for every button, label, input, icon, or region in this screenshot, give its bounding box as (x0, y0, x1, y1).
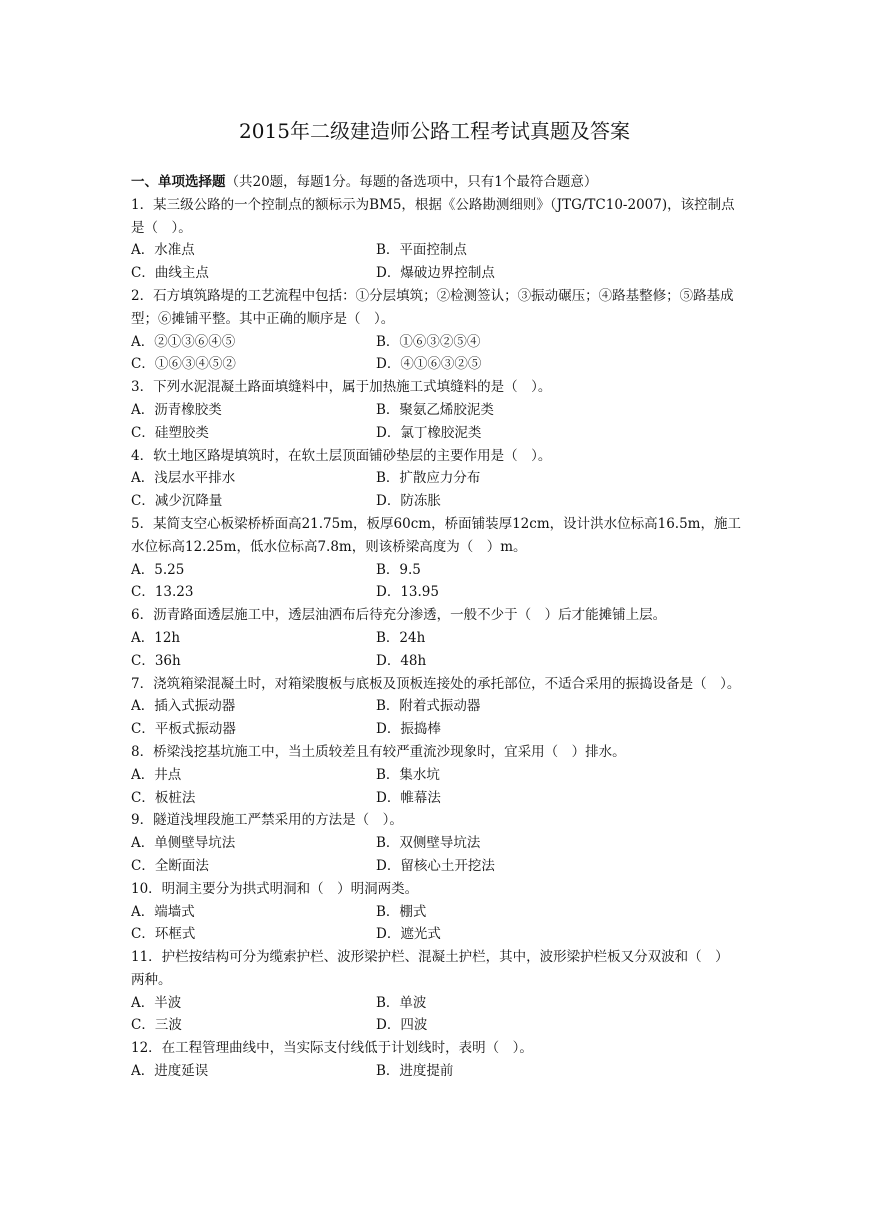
question-11-option-c: C．三波 (131, 1017, 182, 1034)
section-heading-line (131, 171, 741, 194)
question-4-options-row-2 (131, 490, 741, 513)
question-6-options-row-2 (131, 650, 741, 673)
question-1-option-d: D．爆破边界控制点 (376, 265, 495, 282)
question-8-option-b: B．集水坑 (376, 766, 440, 783)
question-5-option-c: C．13.23 (131, 584, 194, 601)
question-11-option-a: A．半波 (131, 994, 182, 1011)
question-7-option-a: A．插入式振动器 (131, 698, 236, 715)
question-2-options-row-1 (131, 331, 741, 354)
question-11-options-row-1 (131, 992, 741, 1015)
question-5-option-a: A．5.25 (131, 561, 185, 578)
question-7-option-b: B．附着式振动器 (376, 698, 481, 715)
question-list (131, 171, 741, 1083)
question-11-text: 11．护栏按结构可分为缆索护栏、波形梁护栏、混凝土护栏，其中，波形梁护栏板又分双波和（ ）两种。 (131, 949, 729, 988)
question-3-option-c: C．硅塑胶类 (131, 424, 209, 441)
question-2-option-a: A．②①③⑥④⑤ (131, 333, 236, 350)
question-10-option-d: D．遮光式 (376, 926, 441, 943)
question-9-text: 9．隧道浅埋段施工严禁采用的方法是（ ）。 (131, 812, 403, 829)
question-7-options-row-2 (131, 718, 741, 741)
question-8-option-d: D．帷幕法 (376, 789, 441, 806)
question-9-option-d: D．留核心土开挖法 (376, 857, 495, 874)
question-5-option-b: B．9.5 (376, 561, 421, 578)
question-7-option-c: C．平板式振动器 (131, 721, 236, 738)
section-note: （共20题，每题1分。每题的备选项中，只有1个最符合题意） (225, 174, 598, 190)
question-12-option-b: B．进度提前 (376, 1063, 454, 1080)
question-12-options-row-1 (131, 1060, 741, 1083)
question-10-options-row-1 (131, 901, 741, 924)
question-10-option-b: B．棚式 (376, 903, 427, 920)
question-8-options-row-2 (131, 787, 741, 810)
question-1-option-a: A．水准点 (131, 242, 195, 259)
question-9-option-a: A．单侧壁导坑法 (131, 835, 236, 852)
question-1-option-b: B．平面控制点 (376, 242, 467, 259)
question-3-options-row-1 (131, 399, 741, 422)
question-4-option-b: B．扩散应力分布 (376, 470, 481, 487)
question-9-option-c: C．全断面法 (131, 857, 209, 874)
question-10-option-c: C．环框式 (131, 926, 196, 943)
question-8-option-a: A．井点 (131, 766, 182, 783)
question-3-option-a: A．沥青橡胶类 (131, 401, 222, 418)
question-10-option-a: A．端墙式 (131, 903, 195, 920)
question-5-option-d: D．13.95 (376, 584, 439, 601)
question-12-text: 12．在工程管理曲线中，当实际支付线低于计划线时，表明（ ）。 (131, 1040, 533, 1057)
question-3-options-row-2 (131, 422, 741, 445)
question-3-option-b: B．聚氨乙烯胶泥类 (376, 401, 494, 418)
page-title: 2015年二级建造师公路工程考试真题及答案 (239, 119, 630, 143)
question-2-text: 2．石方填筑路堤的工艺流程中包括：①分层填筑；②检测签认；③振动碾压；④路基整修；⑤路基成型；⑥摊铺平整。其中正确的顺序是（ ）。 (131, 287, 734, 327)
question-6-options-row-1 (131, 627, 741, 650)
question-7-option-d: D．振捣棒 (376, 721, 441, 738)
question-1-options-row-2 (131, 262, 741, 285)
question-11-options-row-2 (131, 1014, 741, 1037)
question-6-option-a: A．12h (131, 629, 181, 646)
question-8-text: 8．桥梁浅挖基坑施工中，当土质较差且有较严重流沙现象时，宜采用（ ）排水。 (131, 743, 626, 760)
question-8-options-row-1 (131, 764, 741, 787)
question-4-option-d: D．防冻胀 (376, 493, 441, 510)
question-9-option-b: B．双侧壁导坑法 (376, 835, 481, 852)
section-heading: 一、单项选择题 (131, 174, 226, 190)
question-2-option-b: B．①⑥③②⑤④ (376, 333, 481, 350)
question-5-options-row-1 (131, 559, 741, 582)
question-6-option-c: C．36h (131, 652, 181, 669)
question-9-options-row-2 (131, 855, 741, 878)
question-1-text: 1．某三级公路的一个控制点的额标示为BM5，根据《公路勘测细则》（JTG/TC10-2007)，该控制点是（ ）。 (131, 196, 735, 236)
question-6-text: 6．沥青路面透层施工中，透层油洒布后待充分渗透，一般不少于（ ）后才能摊铺上层。 (131, 607, 667, 624)
question-4-options-row-1 (131, 467, 741, 490)
question-5-options-row-2 (131, 581, 741, 604)
question-11-option-b: B．单波 (376, 994, 427, 1011)
question-2-option-d: D．④①⑥③②⑤ (376, 356, 482, 373)
question-2-options-row-2 (131, 353, 741, 376)
question-3-text: 3．下列水泥混凝土路面填缝料中，属于加热施工式填缝料的是（ ）。 (131, 379, 552, 396)
question-8-option-c: C．板桩法 (131, 789, 196, 806)
question-10-text: 10．明洞主要分为拱式明洞和（ ）明洞两类。 (131, 880, 419, 897)
question-7-options-row-1 (131, 695, 741, 718)
question-5-text: 5．某简支空心板梁桥桥面高21.75m，板厚60cm，桥面铺装厚12cm，设计洪水位标高16.5m，施工水位标高12.25m，低水位标高7.8m，则该桥梁高度为（ ）m。 (131, 515, 741, 555)
question-7-text: 7．浇筑箱梁混凝土时，对箱梁腹板与底板及顶板连接处的承托部位，不适合采用的振捣设备是（ ）。 (131, 675, 741, 692)
question-12-option-a: A．进度延误 (131, 1063, 209, 1080)
question-6-option-d: D．48h (376, 652, 427, 669)
question-2-option-c: C．①⑥③④⑤② (131, 356, 236, 373)
question-4-text: 4．软土地区路堤填筑时，在软土层顶面铺砂垫层的主要作用是（ ）。 (131, 447, 552, 464)
question-4-option-a: A．浅层水平排水 (131, 470, 236, 487)
question-1-options-row-1 (131, 239, 741, 262)
question-4-option-c: C．减少沉降量 (131, 493, 223, 510)
question-9-options-row-1 (131, 832, 741, 855)
question-3-option-d: D．氯丁橡胶泥类 (376, 424, 482, 441)
question-6-option-b: B．24h (376, 629, 426, 646)
question-11-option-d: D．四波 (376, 1017, 428, 1034)
question-10-options-row-2 (131, 923, 741, 946)
question-1-option-c: C．曲线主点 (131, 265, 209, 282)
